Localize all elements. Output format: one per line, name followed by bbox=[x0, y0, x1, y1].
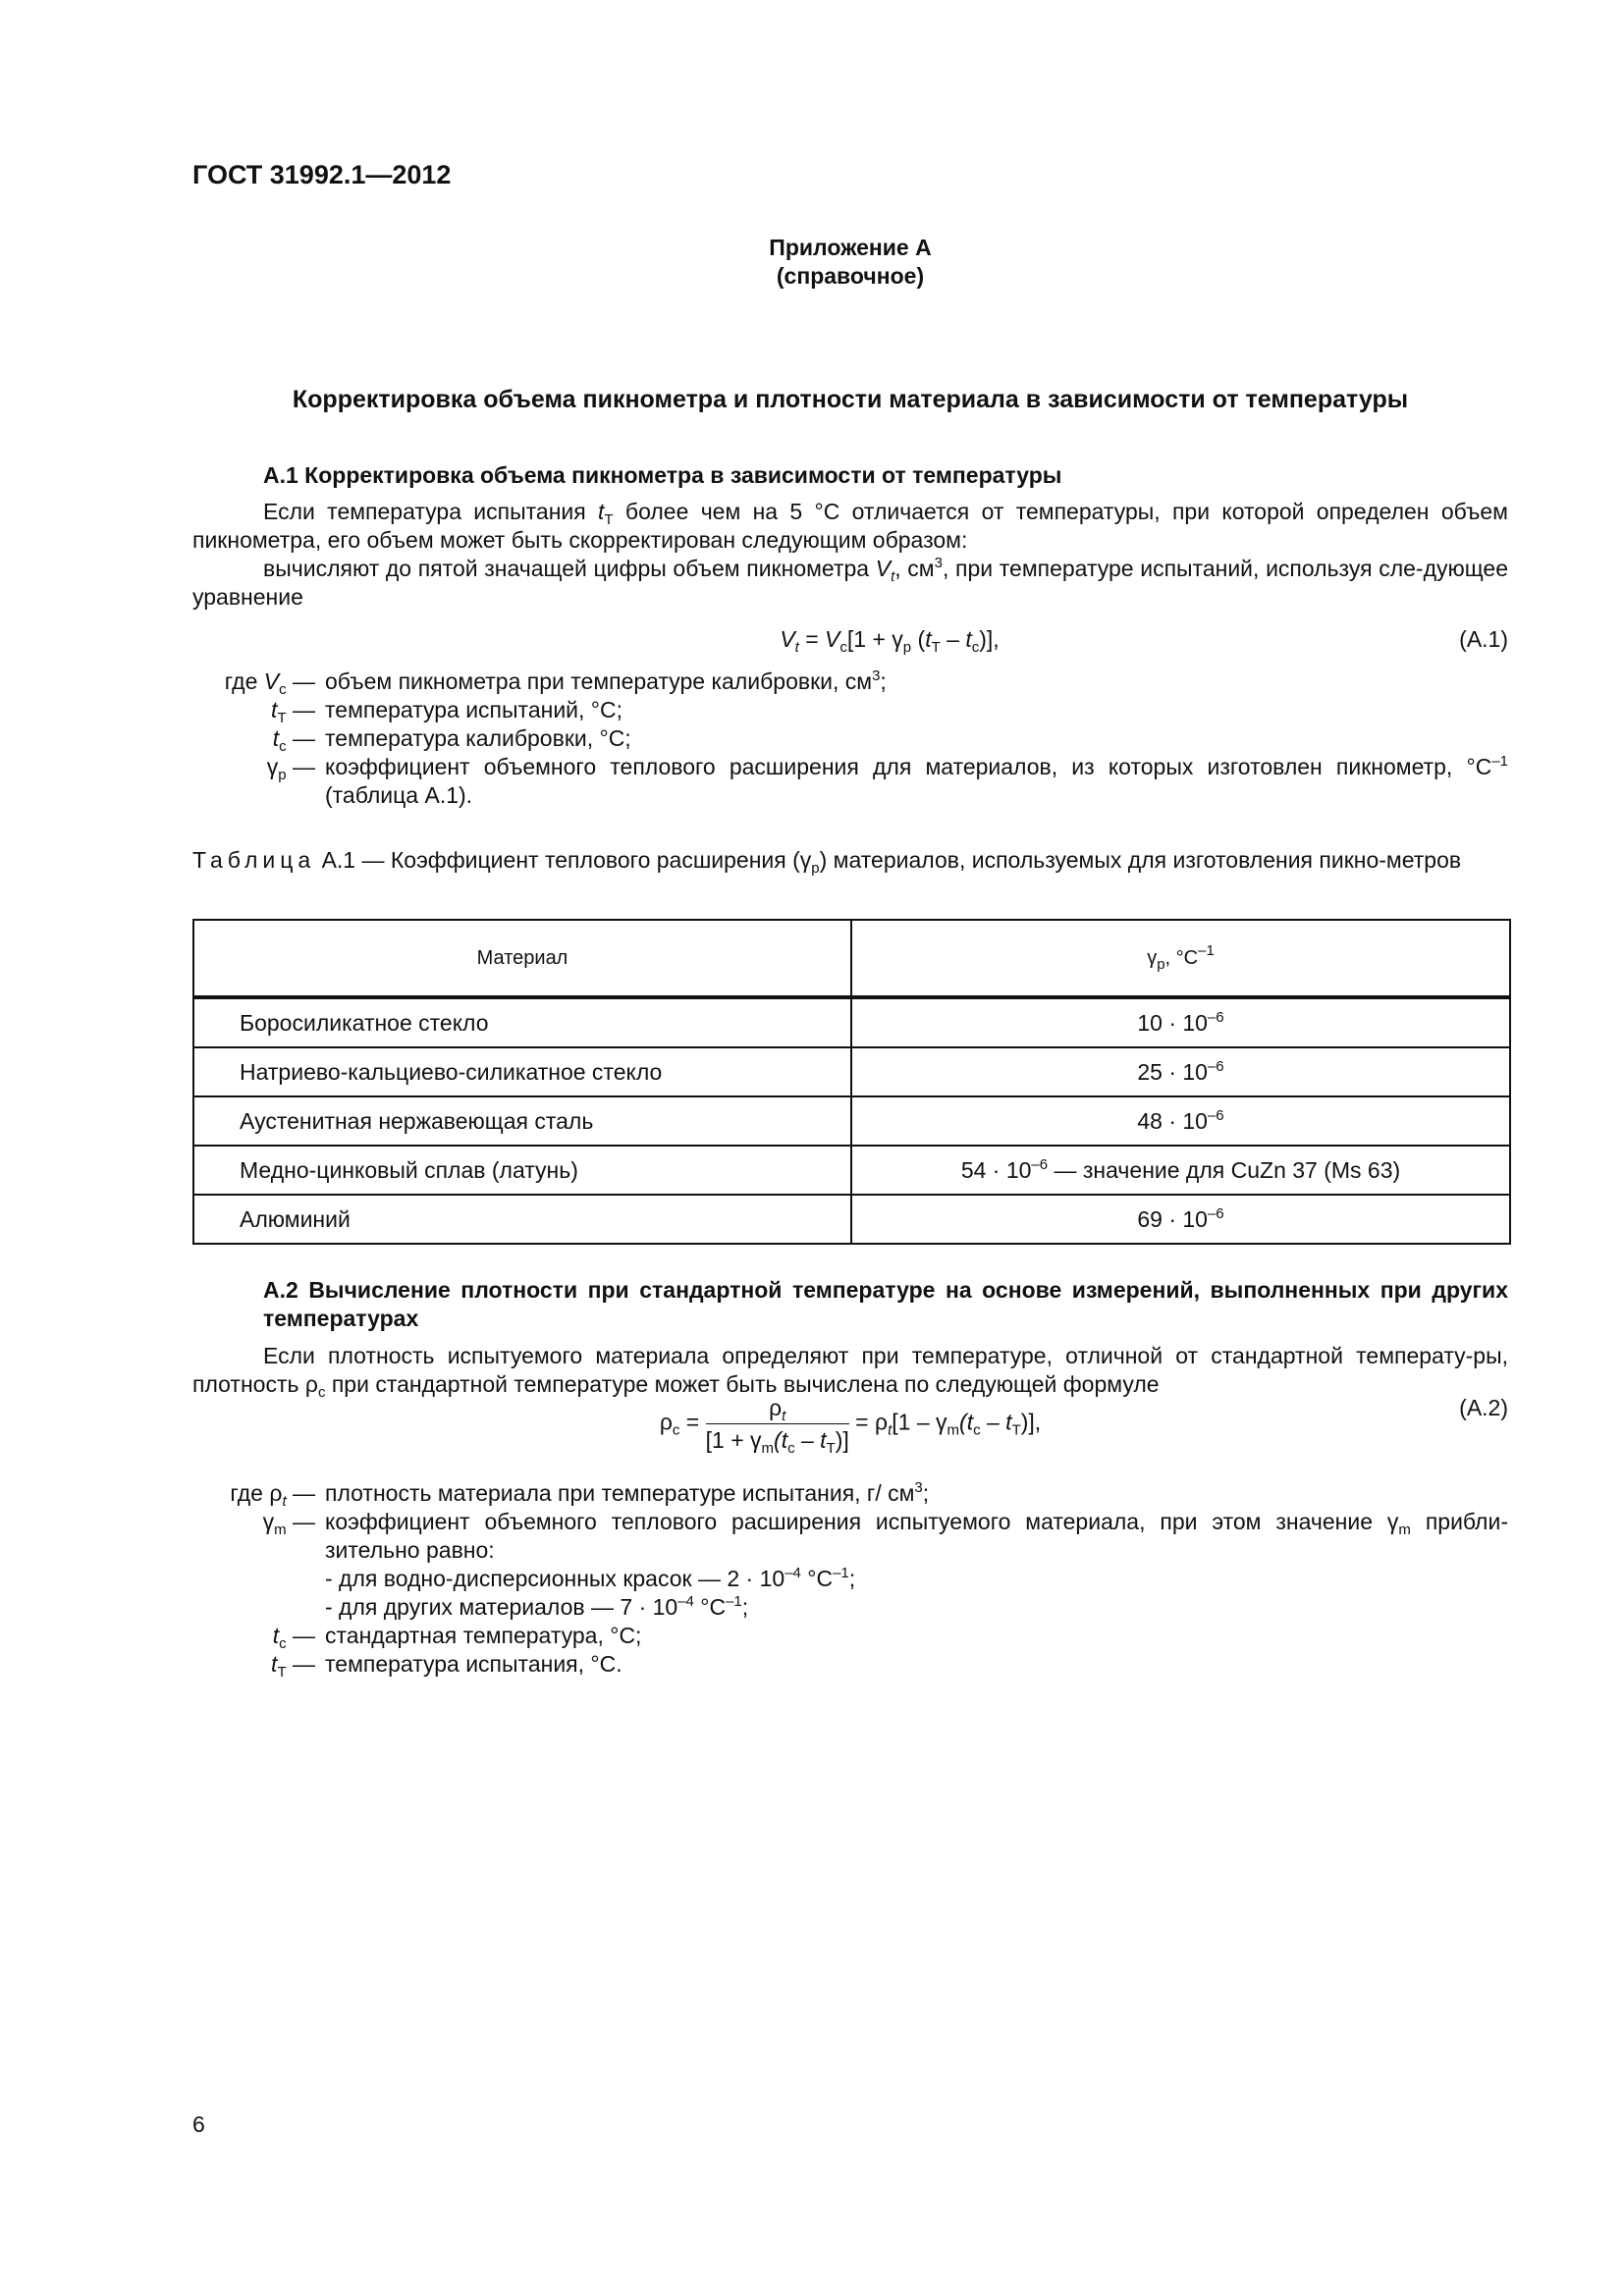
table-row bbox=[193, 1195, 1510, 1244]
formula-a1-legend bbox=[192, 667, 1508, 810]
section-a1-paragraph-1: Если температура испытания $t_Т$ более чем на 5 °С отличается от температуры, при которой определен объем пикнометра, его объем может быть скорректирован следующим образом: bbox=[192, 499, 1508, 553]
table-row bbox=[193, 1146, 1510, 1195]
formula-a2-fraction: $\frac{\rho_t}{[1 + \gamma_m(t_с - t_Т)]}$ bbox=[705, 1395, 849, 1457]
document-code: ГОСТ 31992.1—2012 bbox=[192, 160, 452, 189]
coefficient-cell: $48 \cdot 10^{-6}$ bbox=[851, 1096, 1510, 1146]
section-a1-heading: А.1 Корректировка объема пикнометра в зависимости от температуры bbox=[263, 462, 1062, 488]
legend-row: $t_с$ — стандартная температура, °С; bbox=[272, 1623, 642, 1652]
coefficient-cell: $10 \cdot 10^{-6}$ bbox=[851, 997, 1510, 1047]
legend-row: $t_с$ — температура калибровки, °С; bbox=[272, 725, 631, 755]
legend-row: $t_Т$ — температура испытания, °С. bbox=[271, 1651, 622, 1681]
table-header-row bbox=[193, 920, 1510, 997]
section-a2-heading: А.2 Вычисление плотности при стандартной температуре на основе измерений, выполненных при других температурах bbox=[263, 1277, 1508, 1331]
appendix-title: Приложение А bbox=[769, 235, 932, 260]
material-cell: Медно-цинковый сплав (латунь) bbox=[193, 1146, 851, 1195]
column-header-material: Материал bbox=[193, 920, 851, 997]
legend-row: где $V_с$ — объем пикнометра при температуре калибровки, $см^3$; bbox=[224, 667, 887, 698]
section-a1-paragraph-2: вычисляют до пятой значащей цифры объем пикнометра $V_t$, $см^3$, при температуре испытаний, используя сле-дующее уравнение bbox=[192, 555, 1508, 610]
formula-a2-number: (А.2) bbox=[1459, 1395, 1508, 1420]
formula-a2-legend bbox=[192, 1479, 1508, 1679]
material-cell: Боросиликатное стекло bbox=[193, 997, 851, 1047]
legend-row: $t_Т$ — температура испытаний, °С; bbox=[271, 697, 622, 726]
coefficient-cell: $25 \cdot 10^{-6}$ bbox=[851, 1047, 1510, 1096]
material-cell: Аустенитная нержавеющая сталь bbox=[193, 1096, 851, 1146]
formula-a1-number: (А.1) bbox=[1459, 626, 1508, 652]
formula-a2: $\rho_с$ = $\frac{\rho_t}{[1 + \gamma_m(t_с - t_Т)]}$ = $\rho_t[1 - \gamma_m(t_с - t_Т)]$, (А.2) bbox=[659, 1395, 1508, 1457]
coefficient-cell: $69 \cdot 10^{-6}$ bbox=[851, 1195, 1510, 1244]
main-title: Корректировка объема пикнометра и плотности материала в зависимости от температуры bbox=[292, 386, 1409, 413]
table-a1-caption: Таблица А.1 — Коэффициент теплового расширения $(\gamma_р)$ материалов, используемых для изготовления пикно-метров bbox=[192, 847, 1462, 877]
table-row bbox=[193, 1096, 1510, 1146]
material-cell: Алюминий bbox=[193, 1195, 851, 1244]
table-row bbox=[193, 997, 1510, 1047]
list-item: - для водно-дисперсионных красок — $2 \cdot 10^{-4}$ $^\circ С^{-1}$; bbox=[325, 1565, 856, 1591]
legend-row: где $\rho_t$ — плотность материала при температуре испытания, г/ $см^3$; bbox=[230, 1479, 930, 1510]
table-row bbox=[193, 1047, 1510, 1096]
legend-row: $\gamma_р$ — коэффициент объемного теплового расширения для материалов, из которых изготовлен пикнометр, $^\circ С^{-1}$ (таблица А.1). bbox=[266, 753, 1508, 808]
section-a2-paragraph-1: Если плотность испытуемого материала определяют при температуре, отличной от стандартной температу-ры, плотность $\rho_с$ при стандартной температуре может быть вычислена по следующей формуле bbox=[192, 1343, 1508, 1401]
page-number: 6 bbox=[192, 2111, 205, 2137]
materials-table bbox=[192, 919, 1511, 1245]
material-cell: Натриево-кальциево-силикатное стекло bbox=[193, 1047, 851, 1096]
coefficient-cell: $54 \cdot 10^{-6}$ — значение для CuZn 37 (Ms 63) bbox=[851, 1146, 1510, 1195]
formula-a1: $V_t = V_с[1 + \gamma_р$ $(t_Т - t_с)$], (А.1) bbox=[780, 626, 1508, 656]
appendix-subtitle: (справочное) bbox=[776, 263, 925, 289]
list-item: - для других материалов — $7 \cdot 10^{-4}$ $^\circ С^{-1}$; bbox=[325, 1593, 749, 1620]
column-header-coefficient: $\gamma_р$, $^\circ С^{-1}$ bbox=[851, 920, 1510, 997]
legend-row: $\gamma_m$ — коэффициент объемного теплового расширения испытуемого материала, при этом значение $\gamma_m$ прибли-зительно равно: - для водно-дисперсионных красок — $2 \cdot 10^{-4}$ $^\circ С^{-1}$; - для других материалов — $7 \cdot 10^{-4}$ $^\circ С^{-1}$; bbox=[262, 1509, 1508, 1620]
